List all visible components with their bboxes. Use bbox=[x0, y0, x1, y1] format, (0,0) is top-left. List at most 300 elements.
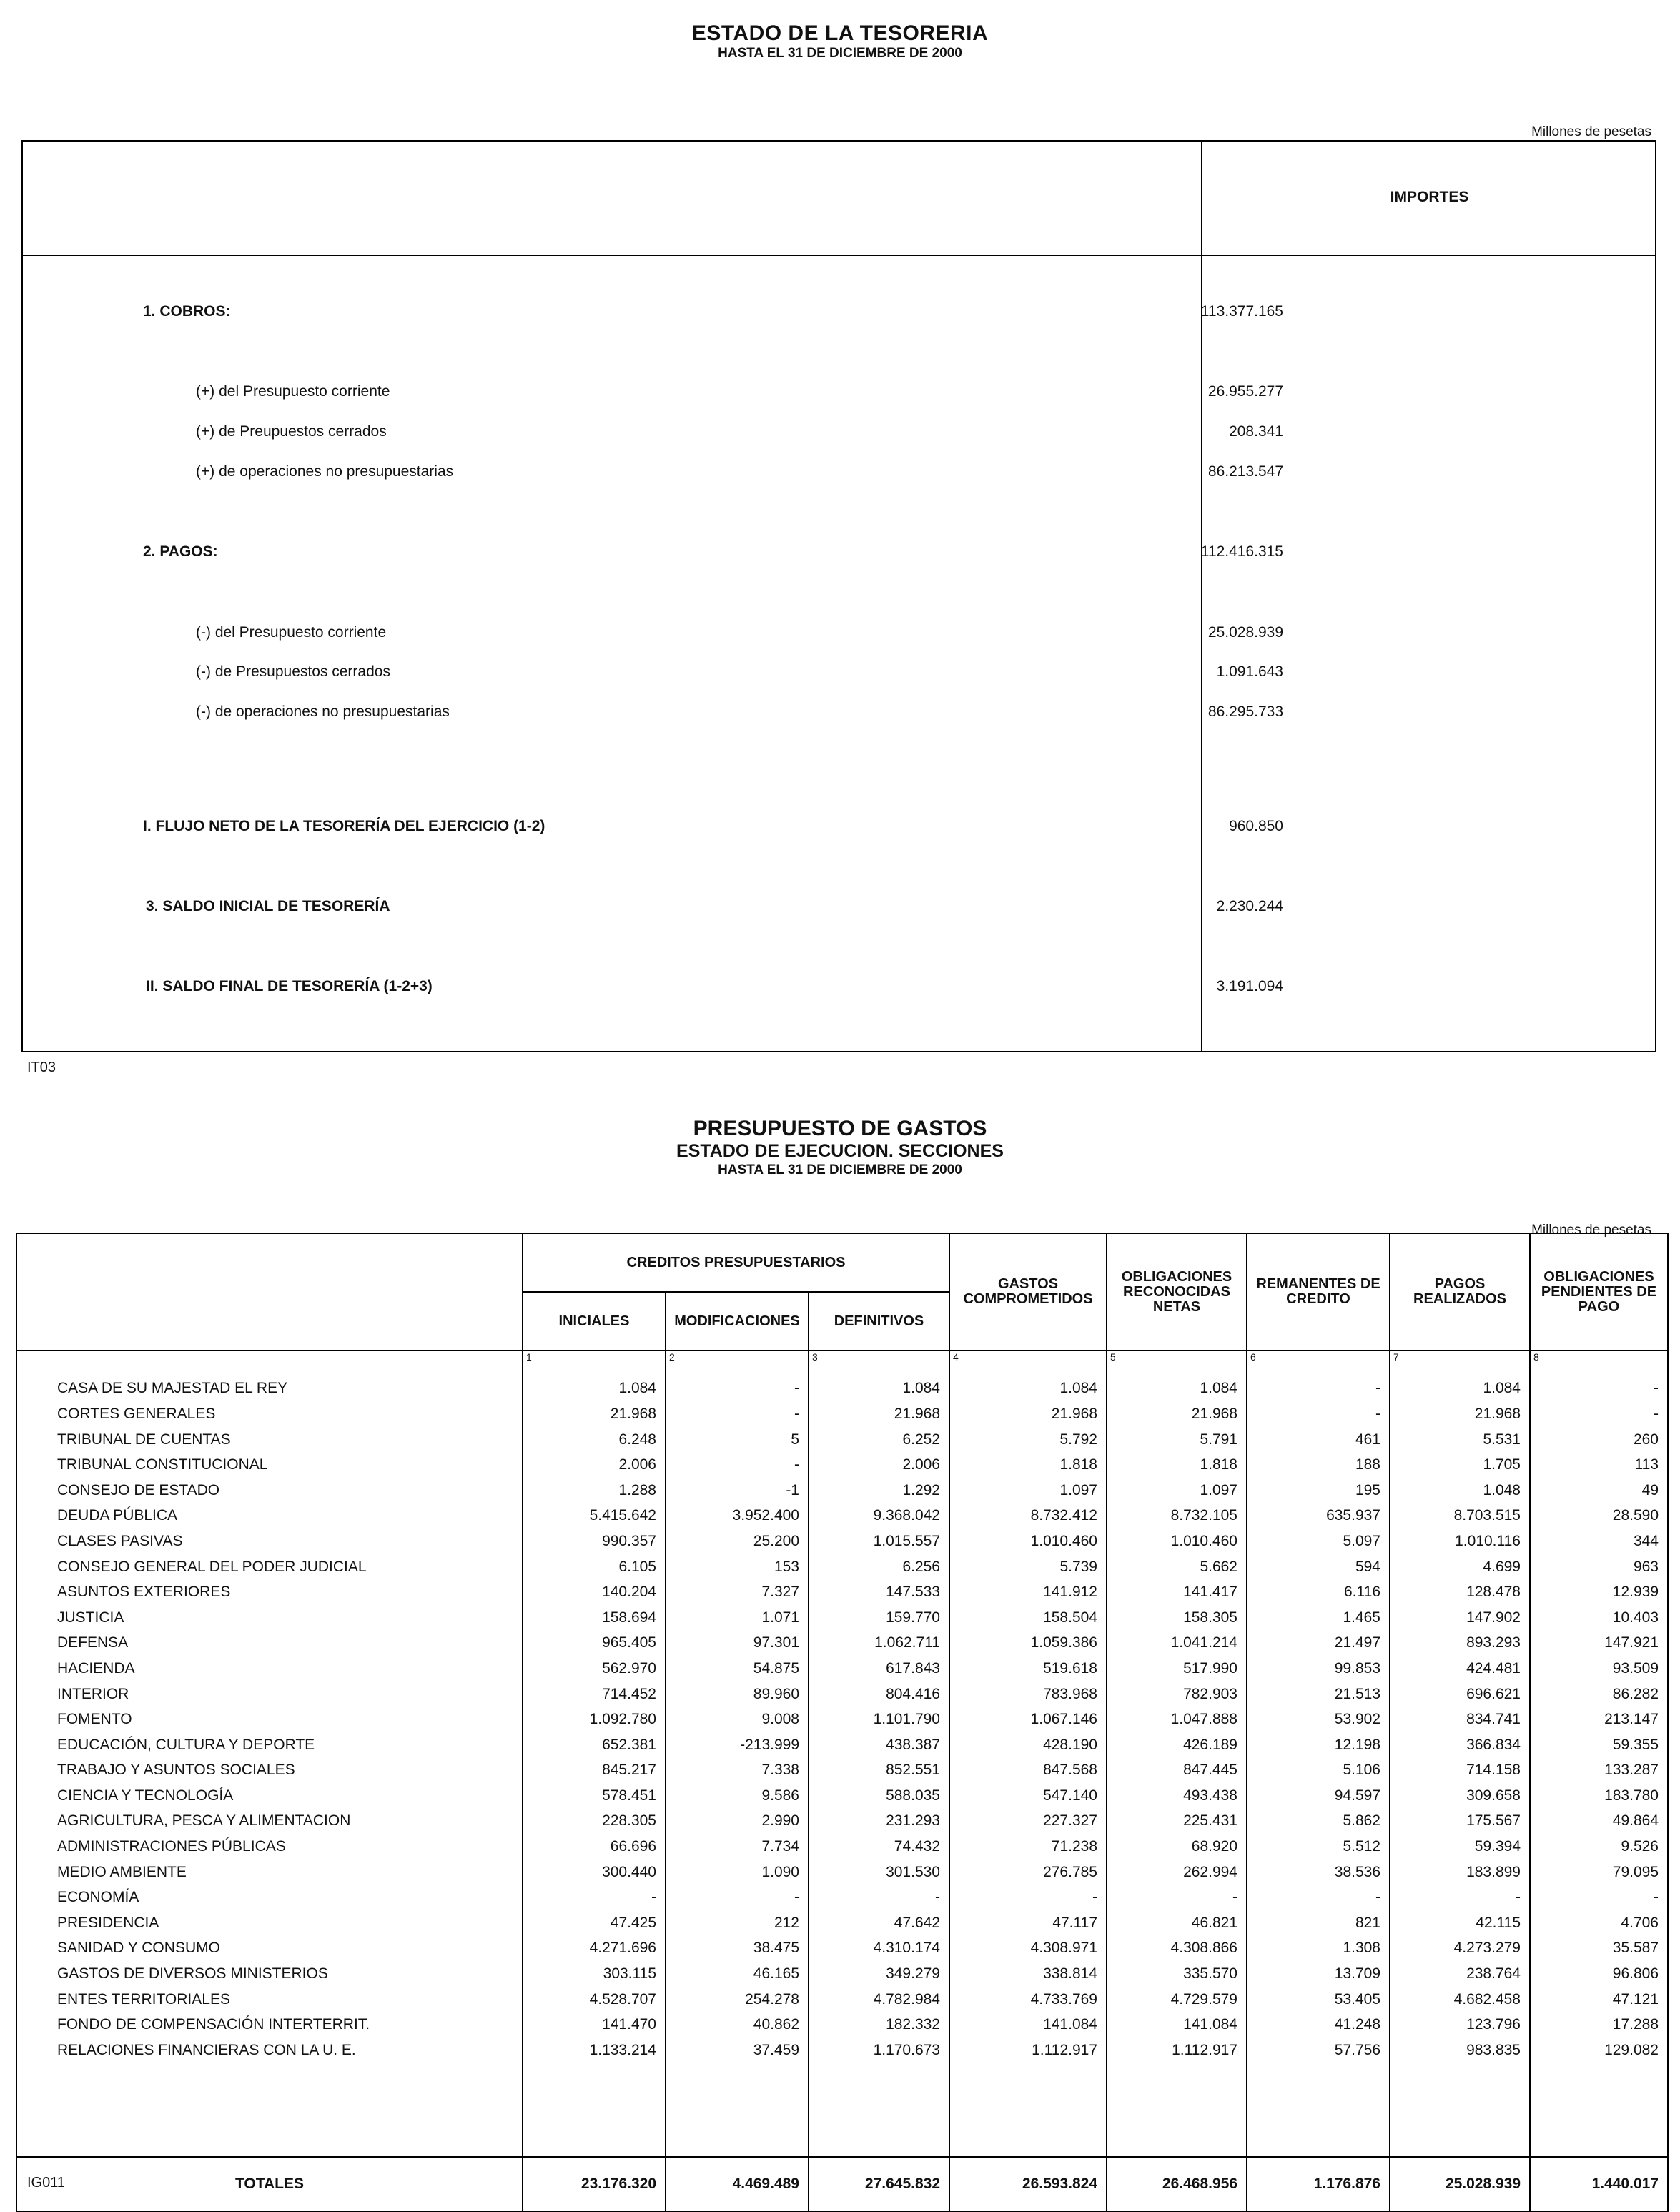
row-label: (-) de operaciones no presupuestarias bbox=[196, 703, 450, 720]
definitivos-cell: 438.387 bbox=[809, 1732, 949, 1758]
tesoreria-title: ESTADO DE LA TESORERIA bbox=[691, 21, 989, 45]
table-row bbox=[16, 1732, 1668, 1758]
gastos-comprometidos-cell: 1.818 bbox=[949, 1452, 1107, 1478]
definitivos-cell: 4.310.174 bbox=[809, 1936, 949, 1962]
modificaciones-cell: 38.475 bbox=[666, 1936, 809, 1962]
definitivos-cell: 6.256 bbox=[809, 1554, 949, 1580]
table-row bbox=[16, 1605, 1668, 1631]
modificaciones-cell: 3.952.400 bbox=[666, 1504, 809, 1529]
pagos-cell: 128.478 bbox=[1390, 1579, 1530, 1605]
column-index-row bbox=[16, 1351, 1668, 1376]
iniciales-cell: 990.357 bbox=[523, 1529, 666, 1554]
modificaciones-cell: 7.338 bbox=[666, 1758, 809, 1784]
table-row bbox=[16, 1860, 1668, 1885]
remanentes-cell: 821 bbox=[1247, 1910, 1390, 1936]
spacer-cell bbox=[949, 2063, 1107, 2157]
iniciales-cell: 1.288 bbox=[523, 1478, 666, 1504]
row-label: I. FLUJO NETO DE LA TESORERÍA DEL EJERCICIO (1-2) bbox=[143, 818, 545, 834]
modificaciones-cell: 2.990 bbox=[666, 1809, 809, 1835]
modificaciones-cell: 9.586 bbox=[666, 1783, 809, 1809]
section-name-cell: DEFENSA bbox=[16, 1631, 523, 1656]
row-label: 2. PAGOS: bbox=[143, 543, 218, 560]
gastos-comprometidos-cell: 158.504 bbox=[949, 1605, 1107, 1631]
total-gastos-comprometidos: 26.593.824 bbox=[949, 2157, 1107, 2211]
gastos-title: PRESUPUESTO DE GASTOS bbox=[693, 1117, 987, 1140]
table-row bbox=[16, 1834, 1668, 1860]
section-name-cell: CASA DE SU MAJESTAD EL REY bbox=[16, 1376, 523, 1402]
modificaciones-cell: 1.071 bbox=[666, 1605, 809, 1631]
iniciales-cell: 845.217 bbox=[523, 1758, 666, 1784]
column-index: 4 bbox=[949, 1351, 1107, 1376]
pagos-cell: 21.968 bbox=[1390, 1401, 1530, 1427]
iniciales-cell: 2.006 bbox=[523, 1452, 666, 1478]
row-value: 113.377.165 bbox=[1200, 303, 1283, 320]
tesoreria-code: IT03 bbox=[27, 1060, 56, 1075]
definitivos-cell: - bbox=[809, 1885, 949, 1910]
table-row bbox=[16, 1936, 1668, 1962]
iniciales-cell: 6.105 bbox=[523, 1554, 666, 1580]
section-name-cell: HACIENDA bbox=[16, 1656, 523, 1682]
pendientes-cell: 344 bbox=[1530, 1529, 1668, 1554]
obligaciones-cell: 141.417 bbox=[1107, 1579, 1247, 1605]
tesoreria-table bbox=[21, 140, 1656, 1052]
pagos-cell: 147.902 bbox=[1390, 1605, 1530, 1631]
remanentes-cell: 6.116 bbox=[1247, 1579, 1390, 1605]
pagos-cell: 4.273.279 bbox=[1390, 1936, 1530, 1962]
gastos-comprometidos-cell: 71.238 bbox=[949, 1834, 1107, 1860]
pagos-cell: - bbox=[1390, 1885, 1530, 1910]
table-row bbox=[16, 1631, 1668, 1656]
modificaciones-cell: 46.165 bbox=[666, 1961, 809, 1987]
remanentes-cell: 5.106 bbox=[1247, 1758, 1390, 1784]
section-name-cell: EDUCACIÓN, CULTURA Y DEPORTE bbox=[16, 1732, 523, 1758]
gastos-comprometidos-cell: 1.010.460 bbox=[949, 1529, 1107, 1554]
obligaciones-cell: 262.994 bbox=[1107, 1860, 1247, 1885]
definitivos-cell: 6.252 bbox=[809, 1427, 949, 1453]
modificaciones-cell: 89.960 bbox=[666, 1682, 809, 1707]
pagos-cell: 59.394 bbox=[1390, 1834, 1530, 1860]
iniciales-cell: 562.970 bbox=[523, 1656, 666, 1682]
gastos-code: IG011 bbox=[27, 2175, 65, 2191]
iniciales-cell: 228.305 bbox=[523, 1809, 666, 1835]
modificaciones-cell: 40.862 bbox=[666, 2012, 809, 2038]
obligaciones-cell: 1.818 bbox=[1107, 1452, 1247, 1478]
definitivos-cell: 74.432 bbox=[809, 1834, 949, 1860]
pendientes-cell: 133.287 bbox=[1530, 1758, 1668, 1784]
gastos-comprometidos-cell: 227.327 bbox=[949, 1809, 1107, 1835]
iniciales-cell: 652.381 bbox=[523, 1732, 666, 1758]
modificaciones-cell: 7.327 bbox=[666, 1579, 809, 1605]
pagos-cell: 1.084 bbox=[1390, 1376, 1530, 1402]
total-pendientes: 1.440.017 bbox=[1530, 2157, 1668, 2211]
table-row bbox=[16, 1427, 1668, 1453]
definitivos-cell: 1.292 bbox=[809, 1478, 949, 1504]
definitivos-cell: 1.084 bbox=[809, 1376, 949, 1402]
obligaciones-cell: 8.732.105 bbox=[1107, 1504, 1247, 1529]
tesoreria-row bbox=[23, 818, 1655, 839]
total-modificaciones: 4.469.489 bbox=[666, 2157, 809, 2211]
table-row bbox=[16, 2038, 1668, 2063]
pendientes-cell: 49.864 bbox=[1530, 1809, 1668, 1835]
definitivos-cell: 804.416 bbox=[809, 1682, 949, 1707]
pendientes-cell: 963 bbox=[1530, 1554, 1668, 1580]
row-value: 208.341 bbox=[1229, 423, 1283, 440]
pagos-cell: 4.699 bbox=[1390, 1554, 1530, 1580]
table-row bbox=[16, 1504, 1668, 1529]
obligaciones-cell: 426.189 bbox=[1107, 1732, 1247, 1758]
iniciales-cell: 47.425 bbox=[523, 1910, 666, 1936]
obligaciones-cell: 782.903 bbox=[1107, 1682, 1247, 1707]
remanentes-cell: 5.097 bbox=[1247, 1529, 1390, 1554]
gastos-comprometidos-cell: 1.059.386 bbox=[949, 1631, 1107, 1656]
remanentes-cell: 461 bbox=[1247, 1427, 1390, 1453]
iniciales-cell: - bbox=[523, 1885, 666, 1910]
total-obligaciones: 26.468.956 bbox=[1107, 2157, 1247, 2211]
table-row bbox=[16, 1809, 1668, 1835]
obligaciones-cell: 21.968 bbox=[1107, 1401, 1247, 1427]
pendientes-cell: 183.780 bbox=[1530, 1783, 1668, 1809]
remanentes-cell: 12.198 bbox=[1247, 1732, 1390, 1758]
iniciales-cell: 300.440 bbox=[523, 1860, 666, 1885]
row-label: (+) de Preupuestos cerrados bbox=[196, 423, 387, 440]
spacer-cell bbox=[1530, 2063, 1668, 2157]
row-value: 25.028.939 bbox=[1207, 624, 1283, 641]
column-index: 8 bbox=[1530, 1351, 1668, 1376]
obligaciones-cell: 1.112.917 bbox=[1107, 2038, 1247, 2063]
iniciales-cell: 1.133.214 bbox=[523, 2038, 666, 2063]
gastos-comprometidos-cell: 141.912 bbox=[949, 1579, 1107, 1605]
section-name-cell: CORTES GENERALES bbox=[16, 1401, 523, 1427]
obligaciones-cell: 158.305 bbox=[1107, 1605, 1247, 1631]
gastos-unit: Millones de pesetas bbox=[1531, 1223, 1651, 1238]
table-row bbox=[16, 1961, 1668, 1987]
tesoreria-unit: Millones de pesetas bbox=[1531, 124, 1651, 139]
pendientes-cell: 35.587 bbox=[1530, 1936, 1668, 1962]
pagos-cell: 4.682.458 bbox=[1390, 1987, 1530, 2013]
remanentes-cell: - bbox=[1247, 1401, 1390, 1427]
column-index: 7 bbox=[1390, 1351, 1530, 1376]
remanentes-cell: 195 bbox=[1247, 1478, 1390, 1504]
pagos-cell: 1.010.116 bbox=[1390, 1529, 1530, 1554]
remanentes-cell: 38.536 bbox=[1247, 1860, 1390, 1885]
table-row bbox=[16, 1758, 1668, 1784]
iniciales-cell: 140.204 bbox=[523, 1579, 666, 1605]
section-header bbox=[16, 1233, 523, 1351]
section-name-cell: TRIBUNAL DE CUENTAS bbox=[16, 1427, 523, 1453]
tesoreria-row bbox=[23, 383, 1655, 405]
table-row bbox=[16, 1579, 1668, 1605]
section-name-cell: GASTOS DE DIVERSOS MINISTERIOS bbox=[16, 1961, 523, 1987]
iniciales-cell: 1.092.780 bbox=[523, 1707, 666, 1732]
table-row bbox=[16, 1910, 1668, 1936]
modificaciones-cell: 153 bbox=[666, 1554, 809, 1580]
gastos-comprometidos-cell: 1.067.146 bbox=[949, 1707, 1107, 1732]
obligaciones-cell: 1.041.214 bbox=[1107, 1631, 1247, 1656]
table-row bbox=[16, 1783, 1668, 1809]
pendientes-cell: 260 bbox=[1530, 1427, 1668, 1453]
definitivos-cell: 852.551 bbox=[809, 1758, 949, 1784]
gastos-comprometidos-cell: 47.117 bbox=[949, 1910, 1107, 1936]
iniciales-cell: 578.451 bbox=[523, 1783, 666, 1809]
obligaciones-cell: 5.662 bbox=[1107, 1554, 1247, 1580]
remanentes-cell: 53.902 bbox=[1247, 1707, 1390, 1732]
total-pagos: 25.028.939 bbox=[1390, 2157, 1530, 2211]
tesoreria-row bbox=[23, 543, 1655, 565]
row-label: (-) de Presupuestos cerrados bbox=[196, 663, 390, 680]
definitivos-cell: 21.968 bbox=[809, 1401, 949, 1427]
modificaciones-cell: - bbox=[666, 1452, 809, 1478]
row-value: 960.850 bbox=[1229, 818, 1283, 834]
modificaciones-cell: 7.734 bbox=[666, 1834, 809, 1860]
gastos-comprometidos-cell: 1.084 bbox=[949, 1376, 1107, 1402]
remanentes-cell: 57.756 bbox=[1247, 2038, 1390, 2063]
spacer-cell bbox=[523, 2063, 666, 2157]
pendientes-cell: 86.282 bbox=[1530, 1682, 1668, 1707]
section-name-cell: CONSEJO GENERAL DEL PODER JUDICIAL bbox=[16, 1554, 523, 1580]
total-remanentes: 1.176.876 bbox=[1247, 2157, 1390, 2211]
row-value: 86.295.733 bbox=[1207, 703, 1283, 720]
pagos-cell: 309.658 bbox=[1390, 1783, 1530, 1809]
remanentes-cell: 99.853 bbox=[1247, 1656, 1390, 1682]
pagos-cell: 1.048 bbox=[1390, 1478, 1530, 1504]
table-row bbox=[16, 1478, 1668, 1504]
row-value: 26.955.277 bbox=[1207, 383, 1283, 400]
modificaciones-cell: 254.278 bbox=[666, 1987, 809, 2013]
section-name-cell: ADMINISTRACIONES PÚBLICAS bbox=[16, 1834, 523, 1860]
obligaciones-cell: 847.445 bbox=[1107, 1758, 1247, 1784]
pagos-cell: 8.703.515 bbox=[1390, 1504, 1530, 1529]
table-row bbox=[16, 1682, 1668, 1707]
pagos-cell: 123.796 bbox=[1390, 2012, 1530, 2038]
definitivos-cell: 617.843 bbox=[809, 1656, 949, 1682]
section-name-cell: FOMENTO bbox=[16, 1707, 523, 1732]
modificaciones-header: MODIFICACIONES bbox=[666, 1292, 809, 1351]
tesoreria-row bbox=[23, 303, 1655, 325]
section-name-cell: DEUDA PÚBLICA bbox=[16, 1504, 523, 1529]
section-name-cell: RELACIONES FINANCIERAS CON LA U. E. bbox=[16, 2038, 523, 2063]
table-row bbox=[16, 2012, 1668, 2038]
section-name-cell: CONSEJO DE ESTADO bbox=[16, 1478, 523, 1504]
iniciales-cell: 6.248 bbox=[523, 1427, 666, 1453]
section-name-cell: JUSTICIA bbox=[16, 1605, 523, 1631]
remanentes-cell: 1.308 bbox=[1247, 1936, 1390, 1962]
spacer-cell bbox=[809, 2063, 949, 2157]
definitivos-cell: 147.533 bbox=[809, 1579, 949, 1605]
column-index: 2 bbox=[666, 1351, 809, 1376]
table-row bbox=[16, 1376, 1668, 1402]
pendientes-cell: - bbox=[1530, 1885, 1668, 1910]
pendientes-cell: 93.509 bbox=[1530, 1656, 1668, 1682]
column-index: 6 bbox=[1247, 1351, 1390, 1376]
remanentes-cell: - bbox=[1247, 1885, 1390, 1910]
iniciales-cell: 21.968 bbox=[523, 1401, 666, 1427]
gastos-comprometidos-cell: 338.814 bbox=[949, 1961, 1107, 1987]
pendientes-cell: 147.921 bbox=[1530, 1631, 1668, 1656]
totals-label: TOTALES bbox=[16, 2157, 523, 2211]
spacer-cell bbox=[16, 2063, 523, 2157]
section-name-cell: SANIDAD Y CONSUMO bbox=[16, 1936, 523, 1962]
definitivos-cell: 1.062.711 bbox=[809, 1631, 949, 1656]
iniciales-cell: 303.115 bbox=[523, 1961, 666, 1987]
section-name-cell: INTERIOR bbox=[16, 1682, 523, 1707]
tesoreria-row bbox=[23, 898, 1655, 919]
pendientes-header: OBLIGACIONES PENDIENTES DE PAGO bbox=[1530, 1233, 1668, 1351]
pagos-cell: 424.481 bbox=[1390, 1656, 1530, 1682]
obligaciones-cell: 46.821 bbox=[1107, 1910, 1247, 1936]
gastos-comprometidos-cell: 519.618 bbox=[949, 1656, 1107, 1682]
header-divider bbox=[23, 255, 1655, 256]
obligaciones-header: OBLIGACIONES RECONOCIDAS NETAS bbox=[1107, 1233, 1247, 1351]
definitivos-cell: 2.006 bbox=[809, 1452, 949, 1478]
remanentes-cell: 13.709 bbox=[1247, 1961, 1390, 1987]
pagos-cell: 983.835 bbox=[1390, 2038, 1530, 2063]
definitivos-cell: 47.642 bbox=[809, 1910, 949, 1936]
spacer-cell bbox=[1107, 2063, 1247, 2157]
pagos-cell: 714.158 bbox=[1390, 1758, 1530, 1784]
gastos-table bbox=[16, 1233, 1669, 2212]
spacer-cell bbox=[1390, 2063, 1530, 2157]
remanentes-cell: 94.597 bbox=[1247, 1783, 1390, 1809]
tesoreria-row bbox=[23, 423, 1655, 445]
total-definitivos: 27.645.832 bbox=[809, 2157, 949, 2211]
definitivos-cell: 4.782.984 bbox=[809, 1987, 949, 2013]
obligaciones-cell: 1.047.888 bbox=[1107, 1707, 1247, 1732]
iniciales-cell: 66.696 bbox=[523, 1834, 666, 1860]
pendientes-cell: 129.082 bbox=[1530, 2038, 1668, 2063]
section-name-cell: CIENCIA Y TECNOLOGÍA bbox=[16, 1783, 523, 1809]
table-row bbox=[16, 1707, 1668, 1732]
remanentes-header: REMANENTES DE CREDITO bbox=[1247, 1233, 1390, 1351]
remanentes-cell: 5.862 bbox=[1247, 1809, 1390, 1835]
column-index: 5 bbox=[1107, 1351, 1247, 1376]
row-value: 86.213.547 bbox=[1207, 463, 1283, 480]
pendientes-cell: 12.939 bbox=[1530, 1579, 1668, 1605]
index-cell bbox=[16, 1351, 523, 1376]
pendientes-cell: 49 bbox=[1530, 1478, 1668, 1504]
definitivos-cell: 1.015.557 bbox=[809, 1529, 949, 1554]
gastos-comprometidos-cell: 8.732.412 bbox=[949, 1504, 1107, 1529]
pendientes-cell: 17.288 bbox=[1530, 2012, 1668, 2038]
section-name-cell: ASUNTOS EXTERIORES bbox=[16, 1579, 523, 1605]
iniciales-cell: 158.694 bbox=[523, 1605, 666, 1631]
table-row bbox=[16, 1529, 1668, 1554]
pendientes-cell: 10.403 bbox=[1530, 1605, 1668, 1631]
pagos-header: PAGOS REALIZADOS bbox=[1390, 1233, 1530, 1351]
pendientes-cell: 9.526 bbox=[1530, 1834, 1668, 1860]
obligaciones-cell: - bbox=[1107, 1885, 1247, 1910]
section-name-cell: PRESIDENCIA bbox=[16, 1910, 523, 1936]
section-name-cell: AGRICULTURA, PESCA Y ALIMENTACION bbox=[16, 1809, 523, 1835]
gastos-comprometidos-cell: 4.308.971 bbox=[949, 1936, 1107, 1962]
pagos-cell: 238.764 bbox=[1390, 1961, 1530, 1987]
modificaciones-cell: 97.301 bbox=[666, 1631, 809, 1656]
section-name-cell: CLASES PASIVAS bbox=[16, 1529, 523, 1554]
table-row bbox=[16, 1554, 1668, 1580]
obligaciones-cell: 68.920 bbox=[1107, 1834, 1247, 1860]
iniciales-cell: 4.271.696 bbox=[523, 1936, 666, 1962]
iniciales-cell: 141.470 bbox=[523, 2012, 666, 2038]
totals-row bbox=[16, 2157, 1668, 2211]
column-index: 1 bbox=[523, 1351, 666, 1376]
iniciales-cell: 4.528.707 bbox=[523, 1987, 666, 2013]
gastos-comprometidos-header: GASTOS COMPROMETIDOS bbox=[949, 1233, 1107, 1351]
creditos-header: CREDITOS PRESUPUESTARIOS bbox=[523, 1233, 949, 1292]
tesoreria-row bbox=[23, 663, 1655, 685]
pendientes-cell: 28.590 bbox=[1530, 1504, 1668, 1529]
table-row bbox=[16, 1401, 1668, 1427]
section-name-cell: TRIBUNAL CONSTITUCIONAL bbox=[16, 1452, 523, 1478]
gastos-subtitle: ESTADO DE EJECUCION. SECCIONES bbox=[676, 1141, 1004, 1161]
table-row bbox=[16, 1656, 1668, 1682]
tesoreria-row bbox=[23, 463, 1655, 485]
pagos-cell: 1.705 bbox=[1390, 1452, 1530, 1478]
remanentes-cell: 5.512 bbox=[1247, 1834, 1390, 1860]
definitivos-cell: 182.332 bbox=[809, 2012, 949, 2038]
iniciales-cell: 5.415.642 bbox=[523, 1504, 666, 1529]
obligaciones-cell: 335.570 bbox=[1107, 1961, 1247, 1987]
remanentes-cell: 53.405 bbox=[1247, 1987, 1390, 2013]
table-spacer bbox=[16, 2063, 1668, 2157]
gastos-comprometidos-cell: 1.112.917 bbox=[949, 2038, 1107, 2063]
obligaciones-cell: 517.990 bbox=[1107, 1656, 1247, 1682]
definitivos-cell: 588.035 bbox=[809, 1783, 949, 1809]
pagos-cell: 175.567 bbox=[1390, 1809, 1530, 1835]
tesoreria-subtitle: HASTA EL 31 DE DICIEMBRE DE 2000 bbox=[718, 46, 962, 61]
pendientes-cell: 213.147 bbox=[1530, 1707, 1668, 1732]
row-label: (+) del Presupuesto corriente bbox=[196, 383, 390, 400]
obligaciones-cell: 225.431 bbox=[1107, 1809, 1247, 1835]
spacer-cell bbox=[1247, 2063, 1390, 2157]
obligaciones-cell: 1.084 bbox=[1107, 1376, 1247, 1402]
obligaciones-cell: 1.097 bbox=[1107, 1478, 1247, 1504]
definitivos-cell: 1.101.790 bbox=[809, 1707, 949, 1732]
tesoreria-row bbox=[23, 624, 1655, 646]
gastos-comprometidos-cell: 5.792 bbox=[949, 1427, 1107, 1453]
section-name-cell: ECONOMÍA bbox=[16, 1885, 523, 1910]
modificaciones-cell: 37.459 bbox=[666, 2038, 809, 2063]
pendientes-cell: 79.095 bbox=[1530, 1860, 1668, 1885]
gastos-comprometidos-cell: 276.785 bbox=[949, 1860, 1107, 1885]
column-index: 3 bbox=[809, 1351, 949, 1376]
gastos-comprometidos-cell: 5.739 bbox=[949, 1554, 1107, 1580]
pagos-cell: 5.531 bbox=[1390, 1427, 1530, 1453]
modificaciones-cell: 54.875 bbox=[666, 1656, 809, 1682]
gastos-comprometidos-cell: 547.140 bbox=[949, 1783, 1107, 1809]
pagos-cell: 42.115 bbox=[1390, 1910, 1530, 1936]
pendientes-cell: 113 bbox=[1530, 1452, 1668, 1478]
row-label: (-) del Presupuesto corriente bbox=[196, 624, 387, 641]
definitivos-cell: 231.293 bbox=[809, 1809, 949, 1835]
gastos-comprometidos-cell: 21.968 bbox=[949, 1401, 1107, 1427]
pagos-cell: 696.621 bbox=[1390, 1682, 1530, 1707]
definitivos-cell: 159.770 bbox=[809, 1605, 949, 1631]
section-name-cell: FONDO DE COMPENSACIÓN INTERTERRIT. bbox=[16, 2012, 523, 2038]
gastos-comprometidos-cell: 1.097 bbox=[949, 1478, 1107, 1504]
gastos-comprometidos-cell: 783.968 bbox=[949, 1682, 1107, 1707]
iniciales-cell: 965.405 bbox=[523, 1631, 666, 1656]
table-row bbox=[16, 1987, 1668, 2013]
pendientes-cell: - bbox=[1530, 1376, 1668, 1402]
gastos-subtitle-date: HASTA EL 31 DE DICIEMBRE DE 2000 bbox=[718, 1162, 962, 1177]
gastos-comprometidos-cell: 4.733.769 bbox=[949, 1987, 1107, 2013]
obligaciones-cell: 141.084 bbox=[1107, 2012, 1247, 2038]
pagos-cell: 183.899 bbox=[1390, 1860, 1530, 1885]
pagos-cell: 366.834 bbox=[1390, 1732, 1530, 1758]
iniciales-header: INICIALES bbox=[523, 1292, 666, 1351]
obligaciones-cell: 493.438 bbox=[1107, 1783, 1247, 1809]
tesoreria-row bbox=[23, 703, 1655, 725]
modificaciones-cell: 1.090 bbox=[666, 1860, 809, 1885]
